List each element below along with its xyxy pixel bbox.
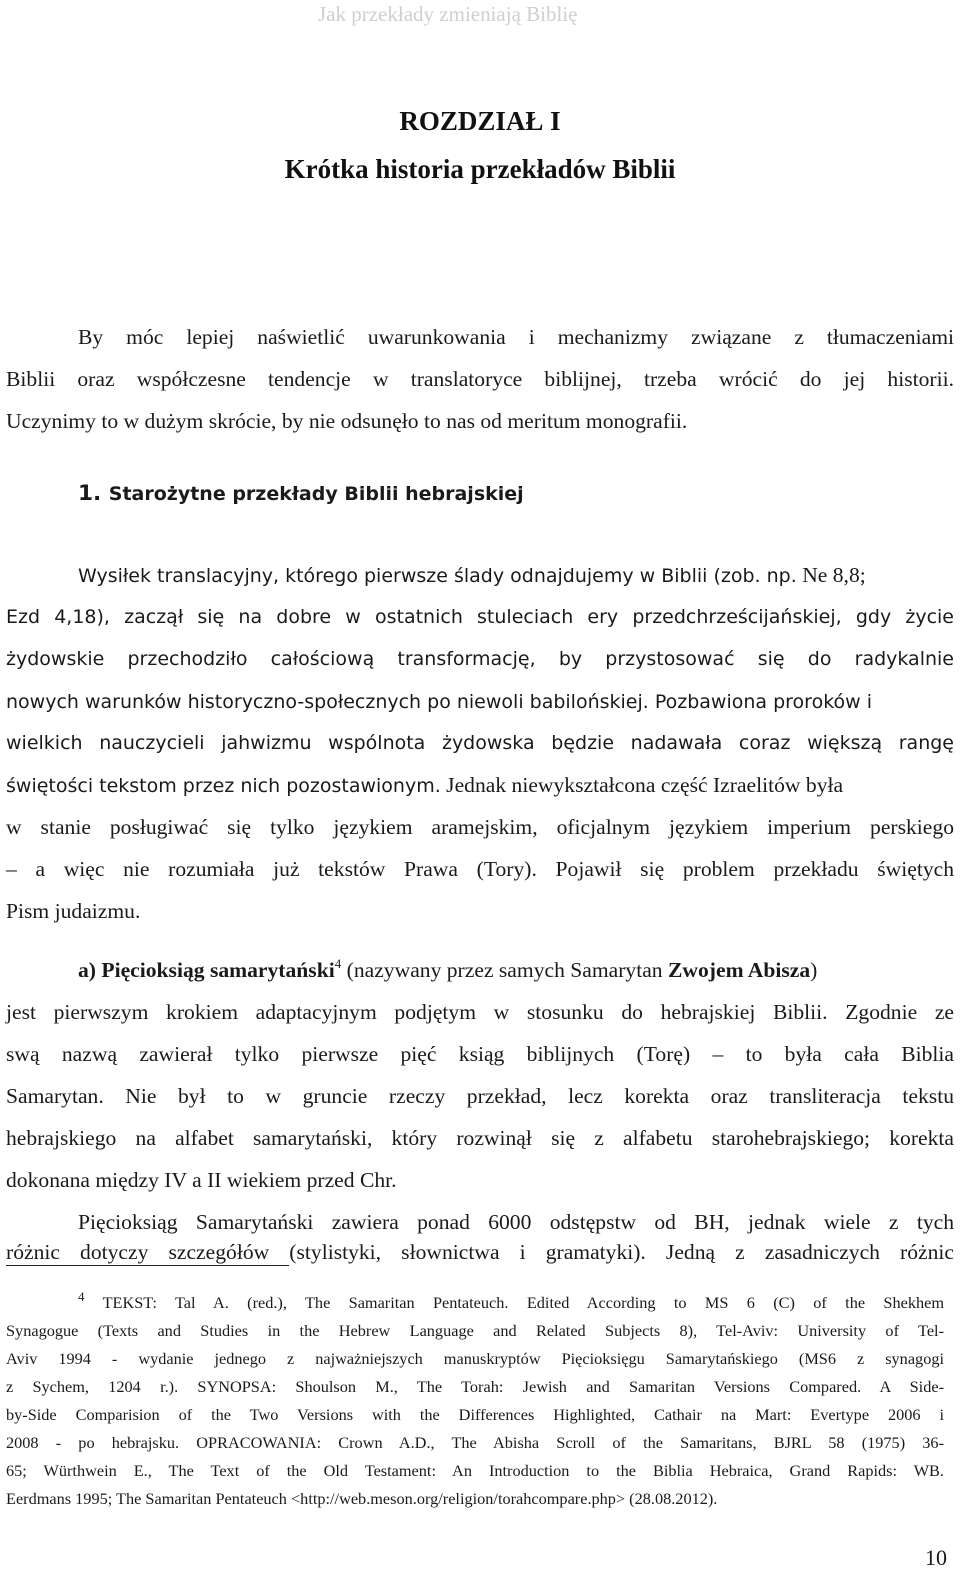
body-line: wielkich nauczycieli jahwizmu wspólnota żydowska będzie nadawała coraz większą rangę <box>6 732 954 754</box>
intro-line: Biblii oraz współczesne tendencje w translatoryce biblijnej, trzeba wrócić do jej historii. <box>6 367 954 391</box>
subsection-heading-line <box>78 955 954 985</box>
page-number: 10 <box>925 1545 947 1570</box>
subsection-note: (nazywany przez samych Samarytan <box>346 958 663 982</box>
body-line: Ezd 4,18), zaczął się na dobre w ostatnich stuleciach ery przedchrześcijańskiej, gdy życie <box>6 606 954 628</box>
footnote-line: Aviv 1994 - wydanie jednego z najważniejszych manuskryptów Pięcioksięgu Samarytańskiego (MS6 z synagogi <box>6 1349 944 1368</box>
chapter-label: ROZDZIAŁ I <box>399 106 561 136</box>
subsection-label: a) Pięcioksiąg samarytański <box>78 958 335 982</box>
body-line: Samarytan. Nie był to w gruncie rzeczy przekład, lecz korekta oraz transliteracja tekstu <box>6 1084 954 1108</box>
body-text: Ne 8,8; <box>802 563 866 587</box>
footnote-rule <box>6 1265 289 1266</box>
footnote-line: Eerdmans 1995; The Samaritan Pentateuch <http://web.meson.org/religion/torahcompare.php> (28.08.2012). <box>6 1489 718 1508</box>
footnote-line: Synagogue (Texts and Studies in the Hebrew Language and Related Subjects 8), Tel-Aviv: University of Tel- <box>6 1321 944 1340</box>
body-line: Pięcioksiąg Samarytański zawiera ponad 6000 odstępstw od BH, jednak wiele z tych <box>78 1210 954 1234</box>
chapter-title: Krótka historia przekładów Biblii <box>284 154 676 184</box>
body-line <box>78 560 954 590</box>
body-line: jest pierwszym krokiem adaptacyjnym podjętym w stosunku do hebrajskiej Biblii. Zgodnie ze <box>6 1000 954 1024</box>
subsection-bold-name: Zwojem Abisza <box>668 958 811 982</box>
body-line: Pism judaizmu. <box>6 899 141 923</box>
footnote-text: TEKST: Tal A. (red.), The Samaritan Pentateuch. Edited According to MS 6 (C) of the Shekhem <box>102 1293 945 1312</box>
footnote-line: 2008 - po hebrajsku. OPRACOWANIA: Crown A.D., The Abisha Scroll of the Samaritans, BJRL 58 (1975) 36- <box>6 1433 944 1452</box>
body-line: – a więc nie rozumiała już tekstów Prawa (Tory). Pojawił się problem przekładu świętych <box>6 857 954 881</box>
footnote-number: 4 <box>78 1289 85 1304</box>
body-line: różnic dotyczy szczegółów (stylistyki, słownictwa i gramatyki). Jedną z zasadniczych różnic <box>6 1240 954 1264</box>
body-text: Wysiłek translacyjny, którego pierwsze ślady odnajdujemy w Biblii (zob. np. <box>78 565 797 587</box>
body-text: świętości tekstom przez nich pozostawionym. <box>6 775 441 797</box>
body-line: żydowskie przechodziło całościową transformację, by przystosować się do radykalnie <box>6 648 954 670</box>
body-line: w stanie posługiwać się tylko językiem aramejskim, oficjalnym językiem imperium perskiego <box>6 815 954 839</box>
body-text: nowych warunków historyczno-społecznych po niewoli babilońskiej. Pozbawiona proroków i <box>6 691 873 713</box>
footnote-line <box>78 1290 944 1316</box>
running-head: Jak przekłady zmieniają Biblię <box>318 2 578 26</box>
section-heading <box>78 481 524 506</box>
footnote-line: 65; Würthwein E., The Text of the Old Testament: An Introduction to the Biblia Hebraica, Grand Rapids: WB. <box>6 1461 944 1480</box>
footnote-line: by-Side Comparision of the Two Versions with the Differences Highlighted, Cathair na Mart: Evertype 2006 i <box>6 1405 944 1424</box>
body-line: swą nazwą zawierał tylko pierwsze pięć ksiąg biblijnych (Torę) – to była cała Biblia <box>6 1042 954 1066</box>
intro-line: By móc lepiej naświetlić uwarunkowania i mechanizmy związane z tłumaczeniami <box>78 325 954 349</box>
body-text: Jednak niewykształcona część Izraelitów była <box>446 773 844 797</box>
section-number: 1. <box>78 481 102 506</box>
body-line <box>6 686 954 716</box>
body-line <box>6 770 954 800</box>
intro-line: Uczynimy to w dużym skrócie, by nie odsunęło to nas od meritum monografii. <box>6 409 688 433</box>
section-title: Starożytne przekłady Biblii hebrajskiej <box>108 483 524 505</box>
body-line: dokonana między IV a II wiekiem przed Chr. <box>6 1168 397 1192</box>
subsection-note-close: ) <box>810 958 818 982</box>
body-line: hebrajskiego na alfabet samarytański, który rozwinął się z alfabetu starohebrajskiego; korekta <box>6 1126 954 1150</box>
footnote-line: z Sychem, 1204 r.). SYNOPSA: Shoulson M., The Torah: Jewish and Samaritan Versions Compared. A Side- <box>6 1377 944 1396</box>
footnote-ref: 4 <box>334 956 342 971</box>
